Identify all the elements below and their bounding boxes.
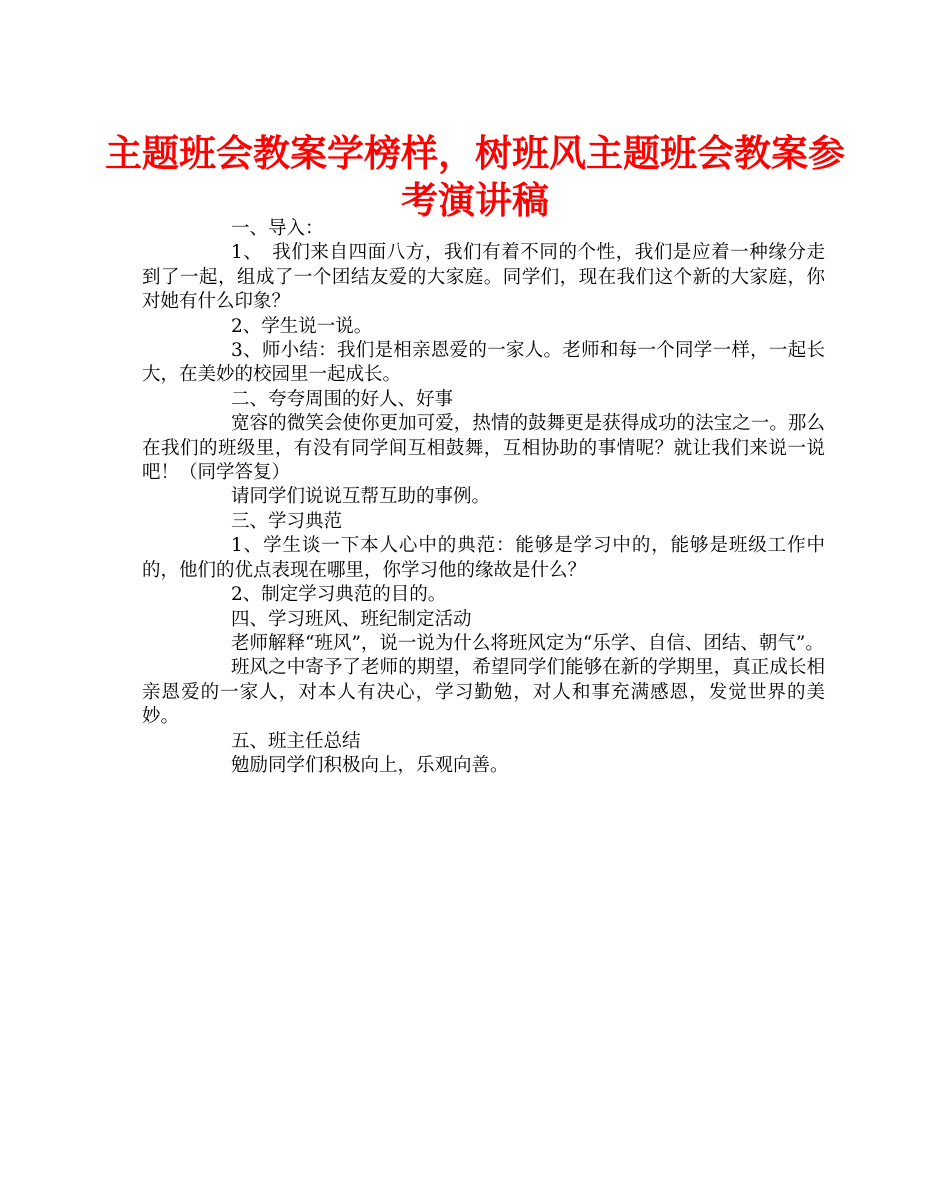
paragraph: 请同学们说说互帮互助的事例。 [231, 486, 491, 508]
document-title: 主题班会教案学榜样，树班风主题班会教案参考演讲稿 [105, 132, 845, 222]
paragraph: 1、 我们来自四面八方，我们有着不同的个性，我们是应着一种缘分走到了一起，组成了一个团结友爱的大家庭。同学们，现在我们这个新的大家庭，你对她有什么印象？ [142, 242, 825, 313]
paragraph: 五、班主任总结 [231, 730, 361, 752]
paragraph: 二、夸夸周围的好人、好事 [231, 388, 454, 410]
paragraph: 一、导入： [231, 218, 324, 239]
paragraph: 勉励同学们积极向上，乐观向善。 [231, 754, 509, 776]
paragraph: 2、制定学习典范的目的。 [231, 584, 447, 606]
paragraph: 班风之中寄予了老师的期望，希望同学们能够在新的学期里，真正成长相亲恩爱的一家人，对本人有决心，学习勤勉，对人和事充满感恩，发觉世界的美妙。 [142, 657, 825, 728]
paragraph: 宽容的微笑会使你更加可爱，热情的鼓舞更是获得成功的法宝之一。那么在我们的班级里，有没有同学间互相鼓舞，互相协助的事情呢？就让我们来说一说吧！（同学答复） [142, 413, 825, 484]
paragraph: 三、学习典范 [231, 510, 343, 532]
paragraph: 四、学习班风、班纪制定活动 [231, 608, 472, 630]
paragraph: 老师解释“班风”，说一说为什么将班风定为“乐学、自信、团结、朝气”。 [231, 632, 824, 654]
paragraph: 3、师小结：我们是相亲恩爱的一家人。老师和每一个同学一样，一起长大，在美妙的校园里一起成长。 [142, 340, 825, 386]
paragraph: 1、学生谈一下本人心中的典范：能够是学习中的，能够是班级工作中的，他们的优点表现在哪里，你学习他的缘故是什么？ [142, 535, 825, 581]
document-body [142, 217, 825, 778]
paragraph: 2、学生说一说。 [231, 315, 373, 337]
